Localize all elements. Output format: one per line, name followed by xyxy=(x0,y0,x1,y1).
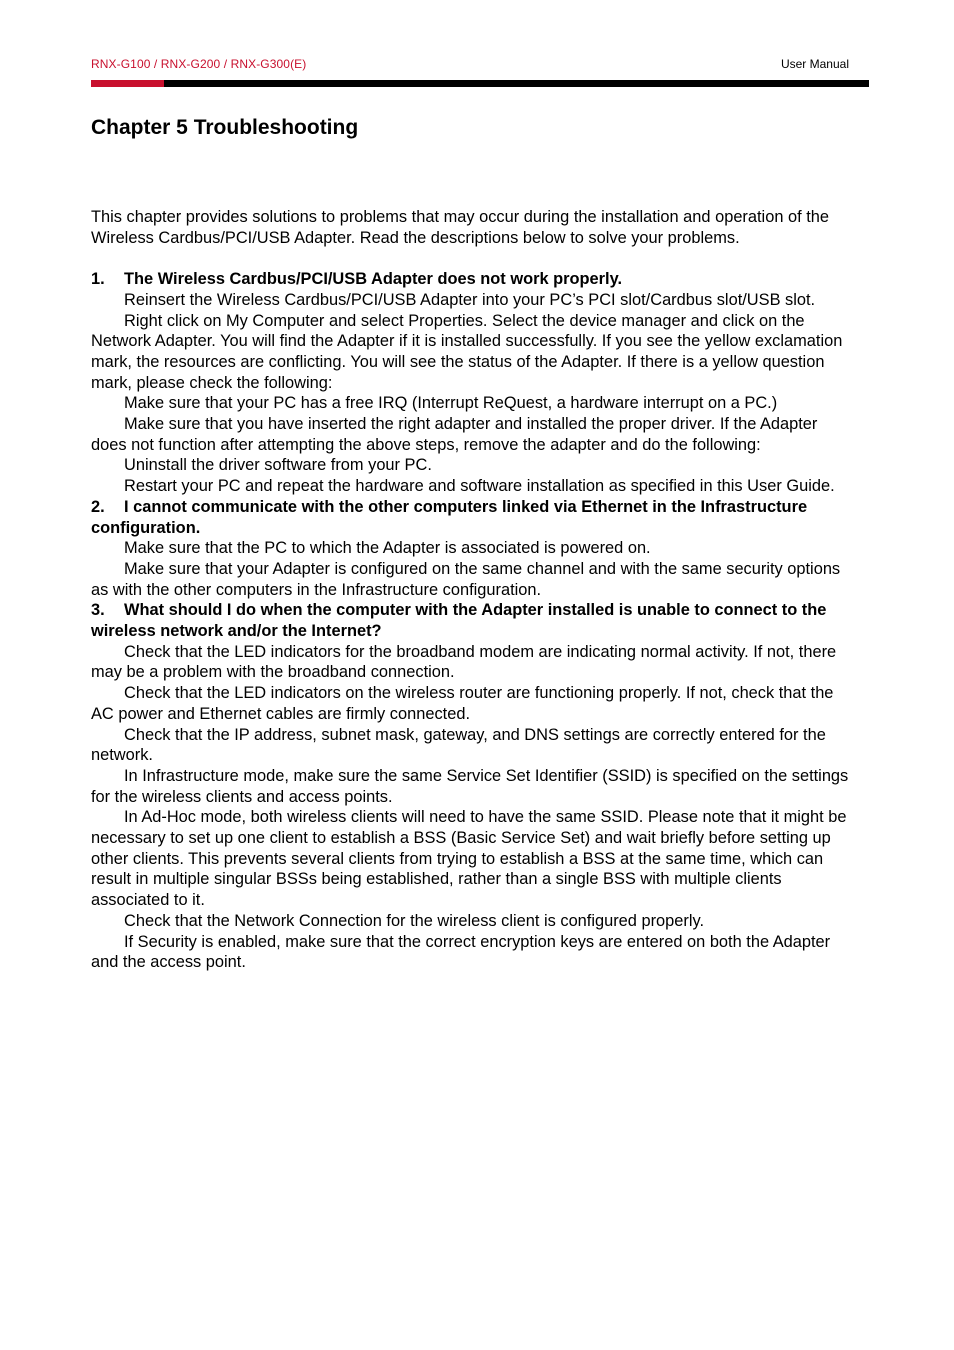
answer-paragraph: Uninstall the driver software from your PC. xyxy=(124,456,432,475)
question-3 xyxy=(91,600,856,641)
troubleshooting-content xyxy=(91,207,856,973)
header-model-numbers: RNX-G100 / RNX-G200 / RNX-G300(E) xyxy=(91,57,307,71)
header-document-type: User Manual xyxy=(780,57,849,71)
question-2 xyxy=(91,497,856,538)
question-1 xyxy=(91,269,856,290)
question-number: 1. xyxy=(91,270,105,289)
question-text: The Wireless Cardbus/PCI/USB Adapter does not work properly. xyxy=(124,270,623,289)
answer-paragraph: Reinsert the Wireless Cardbus/PCI/USB Adapter into your PC’s PCI slot/Cardbus slot/USB slot. xyxy=(124,290,816,309)
answer-paragraph: Check that the LED indicators on the wireless router are functioning properly. If not, check that the AC power and Ethernet cables are firmly connected. xyxy=(91,684,834,723)
answer-paragraph: In Infrastructure mode, make sure the same Service Set Identifier (SSID) is specified on the settings for the wireless clients and access points. xyxy=(91,766,849,806)
header-rule xyxy=(91,80,869,87)
answer-paragraph: Check that the IP address, subnet mask, gateway, and DNS settings are correctly entered for the network. xyxy=(91,725,826,765)
answer-paragraph: Make sure that your PC has a free IRQ (Interrupt ReQuest, a hardware interrupt on a PC.) xyxy=(124,394,778,413)
page-title: Chapter 5 Troubleshooting xyxy=(91,116,359,139)
intro-paragraph: This chapter provides solutions to problems that may occur during the installation and operation of the Wireless Cardbus/PCI/USB Adapter. Read the descriptions below to solve your problems. xyxy=(91,208,829,247)
question-number: 2. xyxy=(91,497,105,516)
question-number: 3. xyxy=(91,601,105,620)
answer-paragraph: Restart your PC and repeat the hardware and software installation as specified in this User Guide. xyxy=(124,477,835,496)
question-text: I cannot communicate with the other computers linked via Ethernet in the Infrastructure configuration. xyxy=(91,497,808,537)
answer-paragraph: If Security is enabled, make sure that the correct encryption keys are entered on both the Adapter and the access point. xyxy=(91,932,831,972)
header-rule-accent xyxy=(91,80,164,87)
header-rule-bar xyxy=(164,80,869,87)
answer-paragraph: Make sure that you have inserted the right adapter and installed the proper driver. If the Adapter does not function after attempting the above steps, remove the adapter and do the following: xyxy=(91,415,818,454)
answer-paragraph: Right click on My Computer and select Properties. Select the device manager and click on the Network Adapter. You will find the Adapter if it is installed successfully. If you see the yellow exclamation mark, the resources are conflicting. You will see the status of the Adapter. If there is a yellow question mark, please check the following: xyxy=(91,311,843,392)
answer-paragraph: Make sure that your Adapter is configured on the same channel and with the same security options as with the other computers in the Infrastructure configuration. xyxy=(91,559,841,599)
answer-paragraph: In Ad-Hoc mode, both wireless clients will need to have the same SSID. Please note that it might be necessary to set up one client to establish a BSS (Basic Service Set) and wait briefly before setting up other clients. This prevents several clients from trying to establish a BSS at the same time, which can result in multiple singular BSSs being established, rather than a single BSS with multiple clients associated to it. xyxy=(91,808,847,910)
answer-paragraph: Check that the LED indicators for the broadband modem are indicating normal activity. If not, there may be a problem with the broadband connection. xyxy=(91,642,837,682)
answer-paragraph: Make sure that the PC to which the Adapter is associated is powered on. xyxy=(124,539,651,558)
answer-paragraph: Check that the Network Connection for the wireless client is configured properly. xyxy=(124,911,705,930)
question-text: What should I do when the computer with the Adapter installed is unable to connect to the wireless network and/or the Internet? xyxy=(91,601,827,641)
